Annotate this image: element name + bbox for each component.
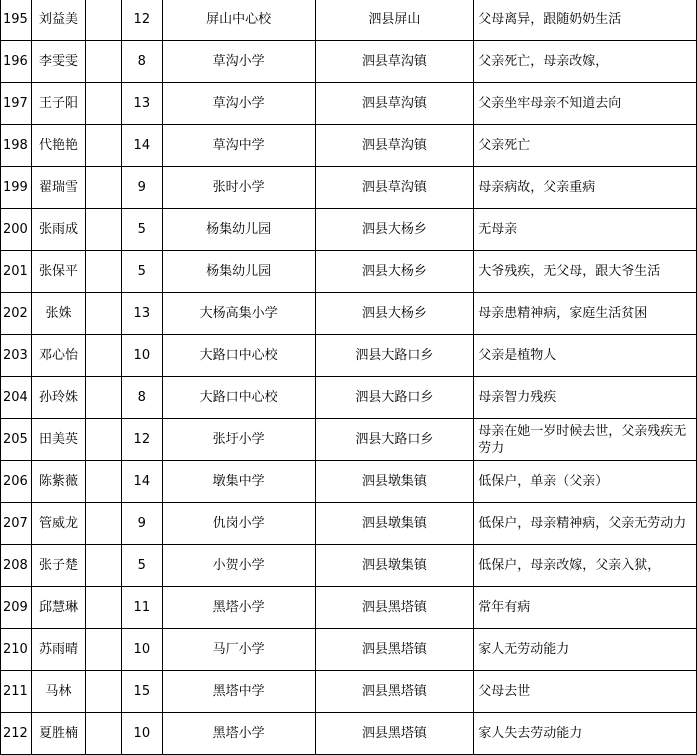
name-cell: 孙玲姝 [31,377,85,419]
town-cell: 泗县墩集镇 [315,503,474,545]
table-row [1,461,697,503]
reason-cell: 大爷残疾，无父母，跟大爷生活 [474,251,697,293]
row-number-cell: 196 [1,41,32,83]
school-cell: 草沟小学 [162,83,315,125]
reason-cell: 母亲病故，父亲重病 [474,167,697,209]
school-cell: 小贺小学 [162,545,315,587]
reason-cell: 母亲在她一岁时候去世，父亲残疾无劳力 [474,419,697,461]
name-cell: 邱慧琳 [31,587,85,629]
row-number-cell: 207 [1,503,32,545]
reason-cell: 父母去世 [474,671,697,713]
row-number-cell: 204 [1,377,32,419]
town-cell: 泗县草沟镇 [315,83,474,125]
name-cell: 张姝 [31,293,85,335]
row-number-cell: 205 [1,419,32,461]
age-cell: 10 [121,713,162,755]
age-cell: 9 [121,167,162,209]
reason-cell: 父亲坐牢母亲不知道去向 [474,83,697,125]
name-cell: 王子阳 [31,83,85,125]
row-number-cell: 212 [1,713,32,755]
age-cell: 12 [121,419,162,461]
table-row [1,167,697,209]
row-number-cell: 202 [1,293,32,335]
name-cell: 代艳艳 [31,125,85,167]
name-cell: 翟瑞雪 [31,167,85,209]
town-cell: 泗县大杨乡 [315,293,474,335]
row-number-cell: 209 [1,587,32,629]
reason-cell: 父亲死亡，母亲改嫁， [474,41,697,83]
age-cell: 15 [121,671,162,713]
town-cell: 泗县大路口乡 [315,377,474,419]
town-cell: 泗县墩集镇 [315,545,474,587]
town-cell: 泗县黑塔镇 [315,587,474,629]
age-cell: 10 [121,629,162,671]
gender-cell [85,587,121,629]
gender-cell [85,167,121,209]
table-row [1,419,697,461]
school-cell: 草沟小学 [162,41,315,83]
reason-cell: 母亲智力残疾 [474,377,697,419]
table-row [1,377,697,419]
reason-cell: 低保户，母亲精神病，父亲无劳动力 [474,503,697,545]
gender-cell [85,629,121,671]
gender-cell [85,503,121,545]
table-row [1,545,697,587]
row-number-cell: 208 [1,545,32,587]
age-cell: 8 [121,377,162,419]
town-cell: 泗县大杨乡 [315,209,474,251]
table-row [1,713,697,755]
school-cell: 屏山中心校 [162,0,315,41]
table-row [1,629,697,671]
name-cell: 李雯雯 [31,41,85,83]
name-cell: 马林 [31,671,85,713]
town-cell: 泗县大路口乡 [315,335,474,377]
school-cell: 张时小学 [162,167,315,209]
reason-cell: 低保户，单亲（父亲） [474,461,697,503]
table-row [1,671,697,713]
town-cell: 泗县黑塔镇 [315,671,474,713]
town-cell: 泗县墩集镇 [315,461,474,503]
age-cell: 13 [121,83,162,125]
age-cell: 5 [121,545,162,587]
table-row [1,335,697,377]
table-row [1,83,697,125]
name-cell: 苏雨晴 [31,629,85,671]
table-row [1,0,697,41]
age-cell: 9 [121,503,162,545]
age-cell: 12 [121,0,162,41]
name-cell: 张子楚 [31,545,85,587]
row-number-cell: 210 [1,629,32,671]
table-row [1,293,697,335]
reason-cell: 低保户，母亲改嫁，父亲入狱， [474,545,697,587]
age-cell: 14 [121,461,162,503]
age-cell: 8 [121,41,162,83]
name-cell: 张保平 [31,251,85,293]
row-number-cell: 195 [1,0,32,41]
row-number-cell: 198 [1,125,32,167]
school-cell: 草沟中学 [162,125,315,167]
reason-cell: 常年有病 [474,587,697,629]
age-cell: 13 [121,293,162,335]
table-row [1,251,697,293]
row-number-cell: 200 [1,209,32,251]
school-cell: 大路口中心校 [162,335,315,377]
row-number-cell: 197 [1,83,32,125]
table-body [1,0,697,755]
table-row [1,41,697,83]
name-cell: 陈紫薇 [31,461,85,503]
school-cell: 墩集中学 [162,461,315,503]
row-number-cell: 211 [1,671,32,713]
name-cell: 张雨成 [31,209,85,251]
town-cell: 泗县草沟镇 [315,125,474,167]
reason-cell: 无母亲 [474,209,697,251]
gender-cell [85,713,121,755]
age-cell: 5 [121,251,162,293]
name-cell: 刘益美 [31,0,85,41]
reason-cell: 家人失去劳动能力 [474,713,697,755]
reason-cell: 家人无劳动能力 [474,629,697,671]
table-row [1,209,697,251]
gender-cell [85,335,121,377]
gender-cell [85,83,121,125]
town-cell: 泗县大路口乡 [315,419,474,461]
reason-cell: 父亲死亡 [474,125,697,167]
gender-cell [85,377,121,419]
age-cell: 5 [121,209,162,251]
name-cell: 管威龙 [31,503,85,545]
gender-cell [85,125,121,167]
age-cell: 14 [121,125,162,167]
reason-cell: 父母离异，跟随奶奶生活 [474,0,697,41]
row-number-cell: 199 [1,167,32,209]
age-cell: 11 [121,587,162,629]
school-cell: 杨集幼儿园 [162,251,315,293]
town-cell: 泗县黑塔镇 [315,713,474,755]
school-cell: 张圩小学 [162,419,315,461]
gender-cell [85,251,121,293]
gender-cell [85,209,121,251]
row-number-cell: 203 [1,335,32,377]
town-cell: 泗县草沟镇 [315,167,474,209]
school-cell: 黑塔小学 [162,713,315,755]
row-number-cell: 201 [1,251,32,293]
gender-cell [85,419,121,461]
table-row [1,503,697,545]
table-row [1,587,697,629]
school-cell: 大杨高集小学 [162,293,315,335]
name-cell: 夏胜楠 [31,713,85,755]
row-number-cell: 206 [1,461,32,503]
gender-cell [85,0,121,41]
town-cell: 泗县黑塔镇 [315,629,474,671]
name-cell: 田美英 [31,419,85,461]
town-cell: 泗县屏山 [315,0,474,41]
school-cell: 仇岗小学 [162,503,315,545]
age-cell: 10 [121,335,162,377]
school-cell: 大路口中心校 [162,377,315,419]
gender-cell [85,671,121,713]
name-cell: 邓心怡 [31,335,85,377]
school-cell: 马厂小学 [162,629,315,671]
gender-cell [85,545,121,587]
school-cell: 黑塔中学 [162,671,315,713]
gender-cell [85,41,121,83]
school-cell: 黑塔小学 [162,587,315,629]
reason-cell: 父亲是植物人 [474,335,697,377]
gender-cell [85,461,121,503]
gender-cell [85,293,121,335]
school-cell: 杨集幼儿园 [162,209,315,251]
table-row [1,125,697,167]
reason-cell: 母亲患精神病，家庭生活贫困 [474,293,697,335]
town-cell: 泗县大杨乡 [315,251,474,293]
town-cell: 泗县草沟镇 [315,41,474,83]
